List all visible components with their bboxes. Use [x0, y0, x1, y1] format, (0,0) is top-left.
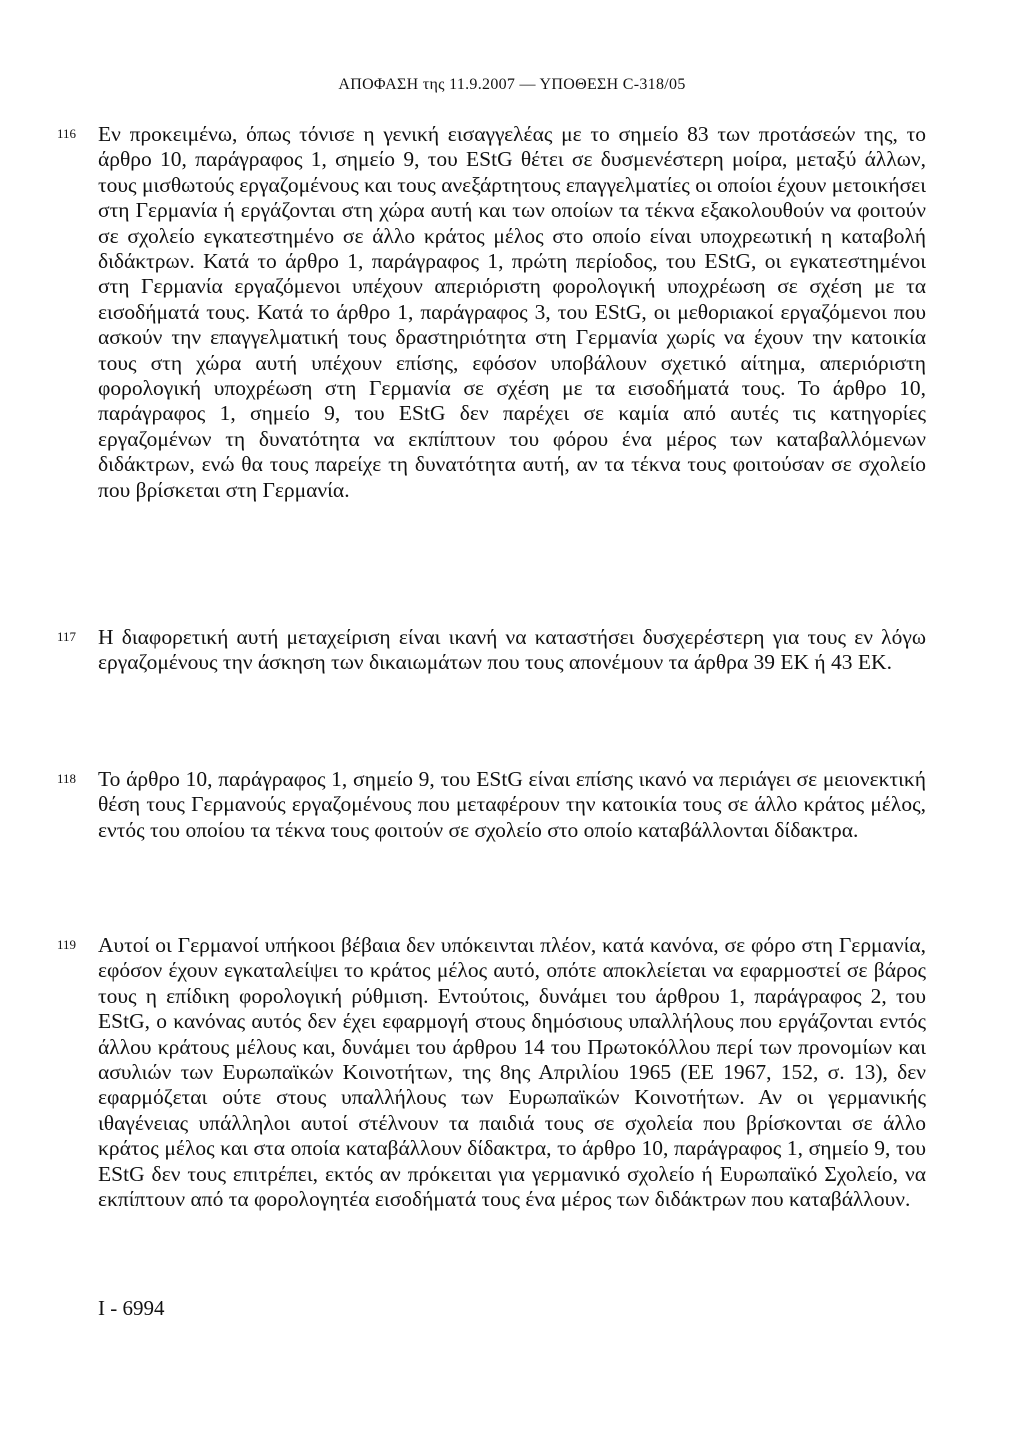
page-number: I - 6994 — [98, 1296, 165, 1320]
paragraph-number: 117 — [57, 629, 77, 644]
paragraph-text: Αυτοί οι Γερμανοί υπήκοοι βέβαια δεν υπόκεινται πλέον, κατά κανόνα, σε φόρο στη Γερμανία, εφόσον έχουν εγκαταλείψει το κράτος μέλος αυτό, οπότε αποκλείεται να εφαρμοστεί σε βάρος τους η επίδικη φορολογική ρύθμιση. Εντούτοις, δυνάμει του άρθρου 1, παράγραφος 2, του EStG, ο κανόνας αυτός δεν έχει εφαρμογή στους δημόσιους υπαλλήλους που εργάζονται εντός άλλου κράτους μέλους και, δυνάμει του άρθρου 14 του Πρωτοκόλλου περί των προνομίων και ασυλιών των Ευρωπαϊκών Κοινοτήτων, της 8ης Απριλίου 1965 (ΕΕ 1967, 152, σ. 13), δεν εφαρμόζεται ούτε στους υπαλλήλους των Ευρωπαϊκών Κοινοτήτων. Αν οι γερμανικής ιθαγένειας υπάλληλοι αυτοί στέλνουν τα παιδιά τους σε σχολεία που βρίσκονται σε άλλο κράτος μέλος και στα οποία καταβάλλουν δίδακτρα, το άρθρο 10, παράγραφος 1, σημείο 9, του EStG δεν τους επιτρέπει, εκτός αν πρόκειται για γερμανικό σχολείο ή Ευρωπαϊκό Σχολείο, να εκπίπτουν από τα φορολογητέα εισοδήματά τους ένα μέρος των διδάκτρων που καταβάλλουν. — [98, 933, 926, 1212]
paragraph-text: Η διαφορετική αυτή μεταχείριση είναι ικανή να καταστήσει δυσχερέστερη για τους εν λόγω εργαζομένους την άσκηση των δικαιωμάτων που τους απονέμουν τα άρθρα 39 ΕΚ ή 43 ΕΚ. — [98, 625, 926, 675]
paragraph-text: Εν προκειμένω, όπως τόνισε η γενική εισαγγελέας με το σημείο 83 των προτάσεών της, το άρθρο 10, παράγραφος 1, σημείο 9, του EStG θέτει σε δυσμενέστερη μοίρα, μεταξύ άλλων, τους μισθωτούς εργαζομένους και τους ανεξάρτητους επαγγελματίες οι οποίοι έχουν μετοικήσει στη Γερμανία ή εργάζονται στη χώρα αυτή και των οποίων τα τέκνα εξακολουθούν να φοιτούν σε σχολείο εγκατεστημένο σε άλλο κράτος μέλος στο οποίο είναι υποχρεωτική η καταβολή διδάκτρων. Κατά το άρθρο 1, παράγραφος 1, πρώτη περίοδος, του EStG, οι εγκατεστημένοι στη Γερμανία εργαζόμενοι υπέχουν απεριόριστη φορολογική υποχρέωση σε σχέση με τα εισοδήματά τους. Κατά το άρθρο 1, παράγραφος 3, του EStG, οι μεθοριακοί εργαζόμενοι που ασκούν την επαγγελματική τους δραστηριότητα στη Γερμανία χωρίς να έχουν την κατοικία τους στη χώρα αυτή υπέχουν επίσης, εφόσον υποβάλουν σχετικό αίτημα, απεριόριστη φορολογική υποχρέωση στη Γερμανία σε σχέση με τα εισοδήματά τους. Το άρθρο 10, παράγραφος 1, σημείο 9, του EStG δεν παρέχει σε καμία από αυτές τις κατηγορίες εργαζομένων τη δυνατότητα να εκπίπτουν του φόρου ένα μέρος των καταβαλλόμενων διδάκτρων, ενώ θα τους παρείχε τη δυνατότητα αυτή, αν τα τέκνα τους φοιτούσαν σε σχολείο που βρίσκεται στη Γερμανία. — [98, 122, 926, 502]
paragraph-number: 118 — [57, 771, 77, 786]
paragraph-text: Το άρθρο 10, παράγραφος 1, σημείο 9, του EStG είναι επίσης ικανό να περιάγει σε μειονεκτική θέση τους Γερμανούς εργαζομένους που μεταφέρουν την κατοικία τους σε άλλο κράτος μέλος, εντός του οποίου τα τέκνα τους φοιτούν σε σχολείο στο οποίο καταβάλλονται δίδακτρα. — [98, 767, 926, 842]
paragraph-number: 116 — [57, 126, 77, 141]
running-header: ΑΠΟΦΑΣΗ της 11.9.2007 — ΥΠΟΘΕΣΗ C-318/05 — [338, 76, 686, 93]
paragraph-number: 119 — [57, 937, 77, 952]
